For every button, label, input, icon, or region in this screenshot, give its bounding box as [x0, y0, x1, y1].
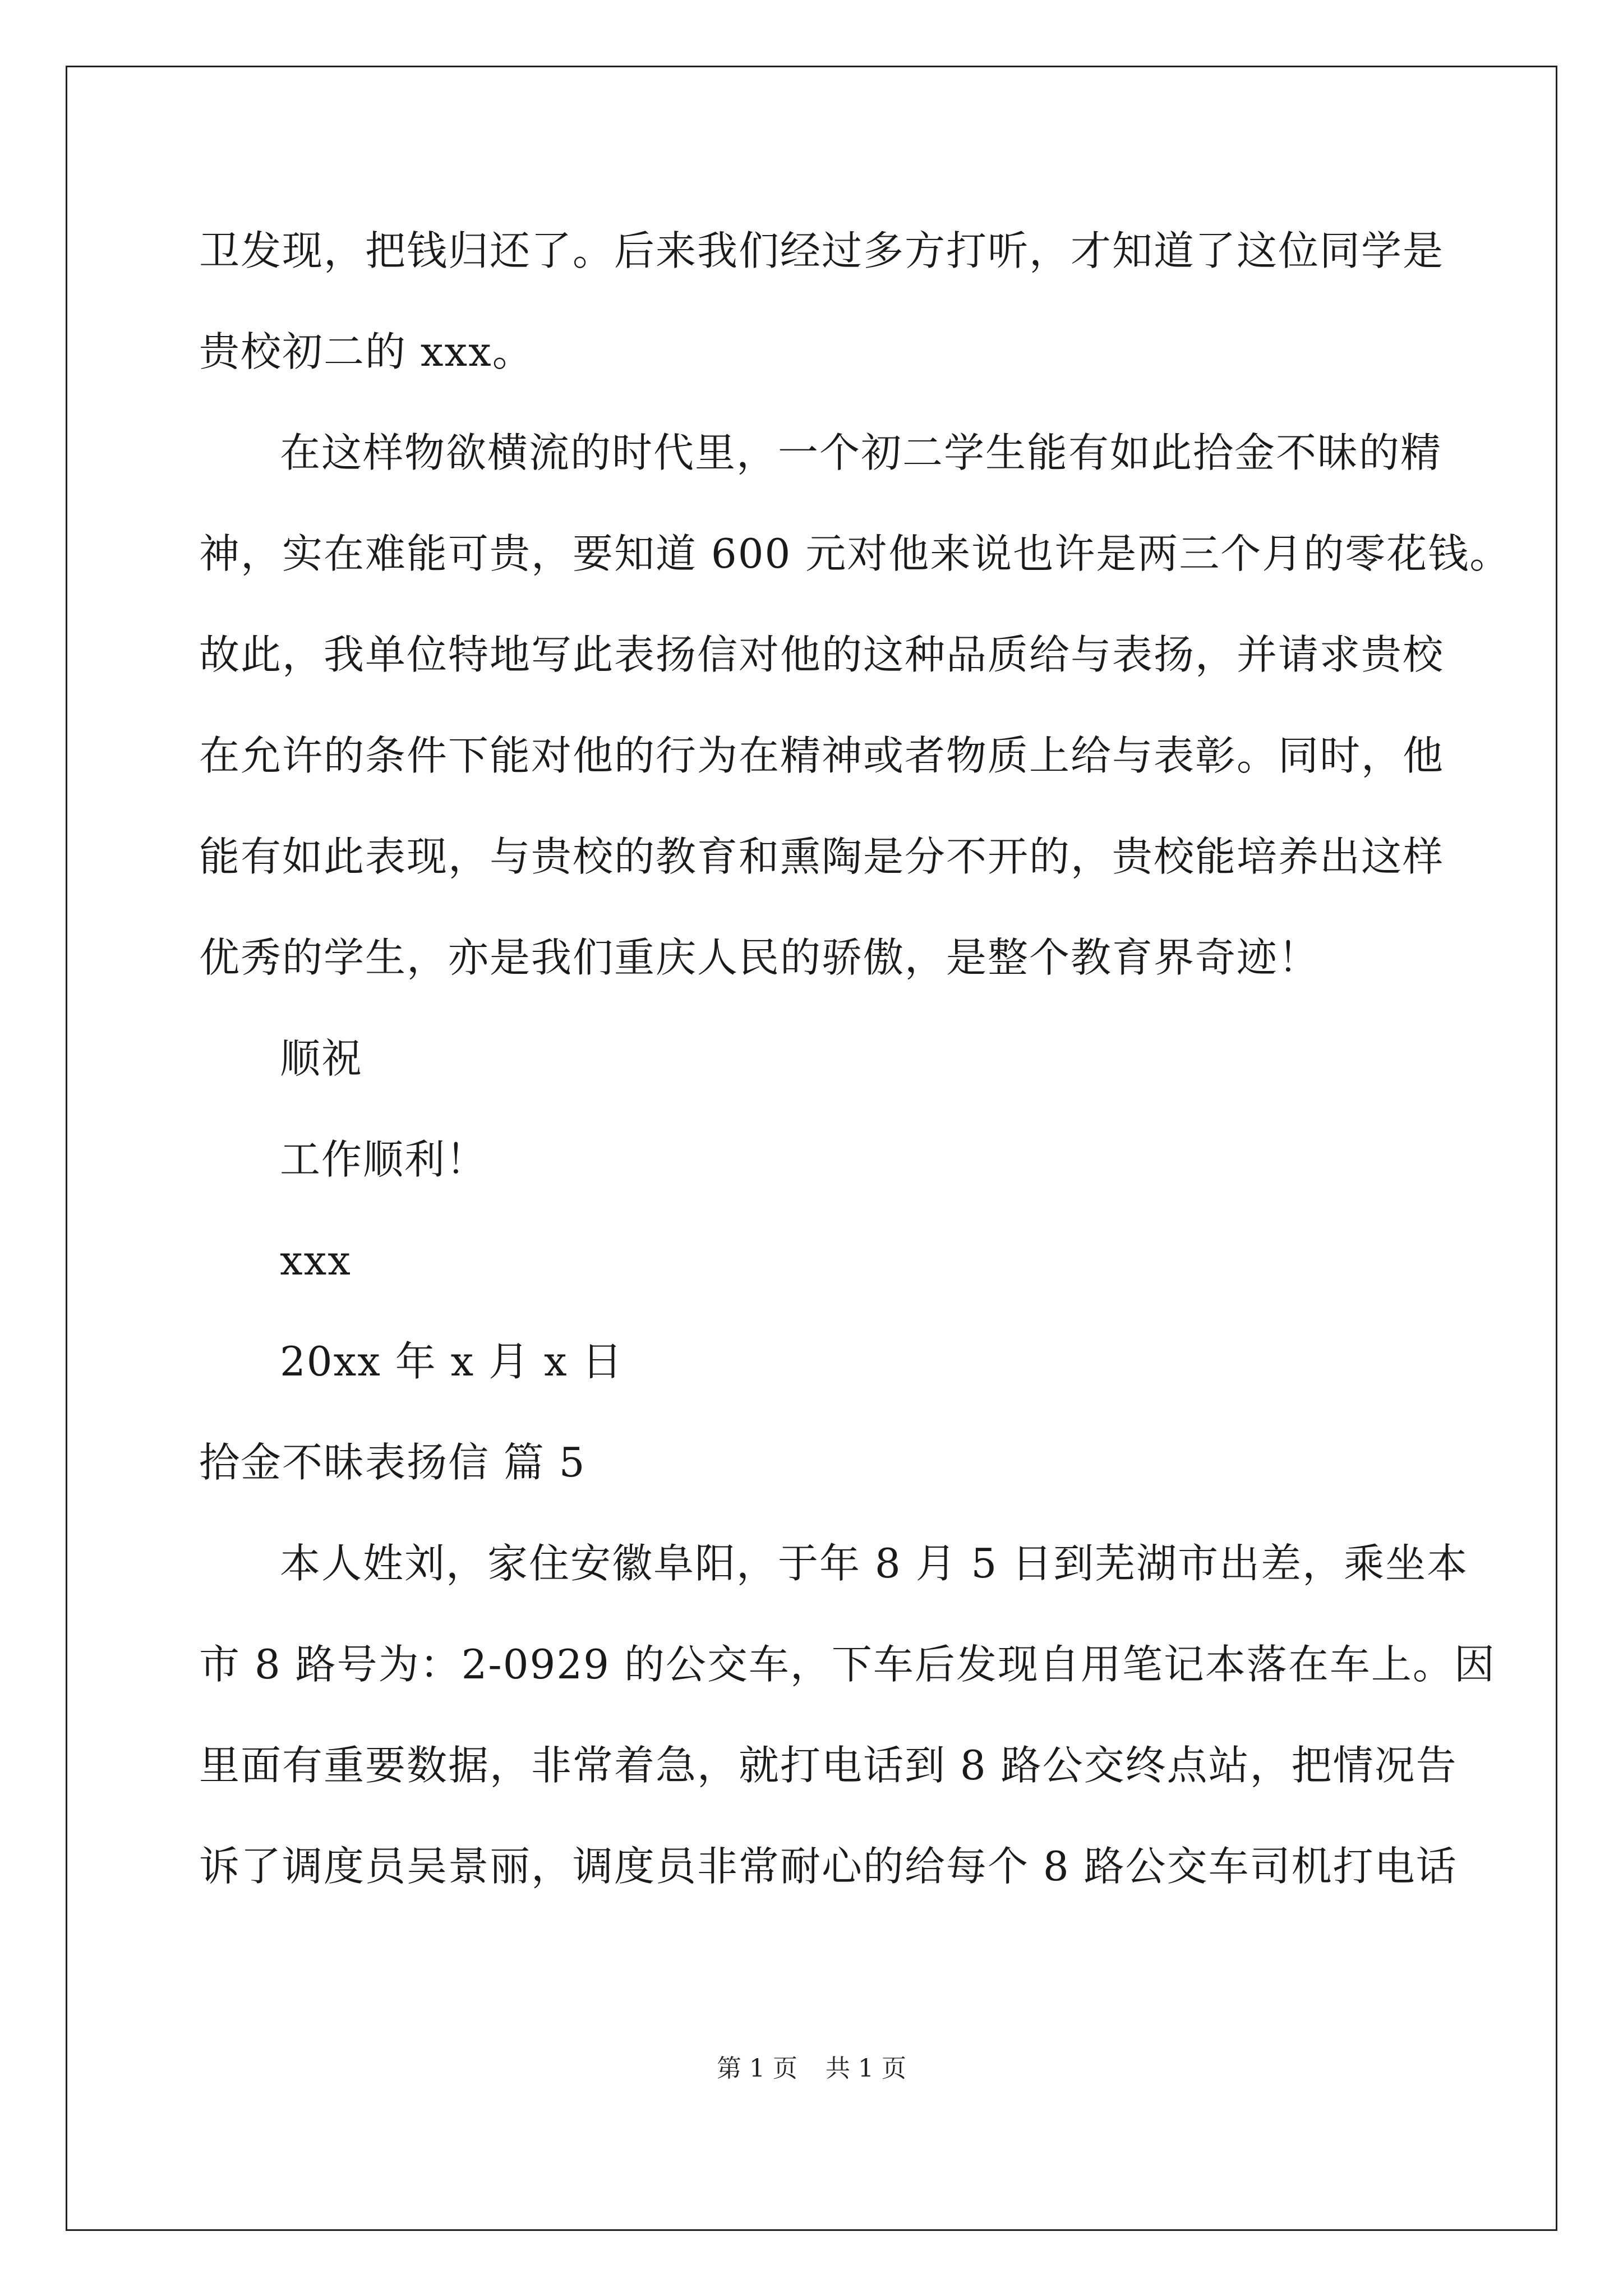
text-line: 优秀的学生，亦是我们重庆人民的骄傲，是整个教育界奇迹！ [199, 934, 1320, 981]
text-line: 在允许的条件下能对他的行为在精神或者物质上给与表彰。同时，他 [199, 732, 1445, 779]
closing-salutation: 顺祝 [280, 1035, 363, 1082]
text-line: 能有如此表现，与贵校的教育和熏陶是分不开的，贵校能培养出这样 [199, 833, 1445, 880]
text-line: 神，实在难能可贵，要知道 600 元对他来说也许是两三个月的零花钱。 [199, 530, 1511, 577]
page-footer [0, 2052, 1623, 2086]
page-number-total: 共 1 页 [826, 2054, 906, 2083]
text-line: 里面有重要数据，非常着急，就打电话到 8 路公交终点站，把情况告 [199, 1742, 1458, 1789]
closing-wish: 工作顺利！ [280, 1136, 488, 1183]
text-line: 市 8 路号为：2-0929 的公交车，下车后发现自用笔记本落在车上。因 [199, 1641, 1496, 1688]
text-line: 贵校初二的 xxx。 [199, 328, 534, 375]
section-heading: 拾金不昧表扬信 篇 5 [199, 1439, 586, 1486]
paragraph-start-line: 本人姓刘，家住安徽阜阳，于年 8 月 5 日到芜湖市出差，乘坐本 [280, 1540, 1469, 1587]
date-line: 20xx 年 x 月 x 日 [280, 1338, 624, 1385]
page-number-current: 第 1 页 [717, 2054, 797, 2083]
signature: xxx [280, 1237, 352, 1284]
text-line: 诉了调度员吴景丽，调度员非常耐心的给每个 8 路公交车司机打电话 [199, 1843, 1458, 1890]
text-line: 卫发现，把钱归还了。后来我们经过多方打听，才知道了这位同学是 [199, 227, 1445, 274]
text-line: 故此，我单位特地写此表扬信对他的这种品质给与表扬，并请求贵校 [199, 631, 1445, 678]
paragraph-start-line: 在这样物欲横流的时代里，一个初二学生能有如此拾金不昧的精 [280, 429, 1442, 476]
